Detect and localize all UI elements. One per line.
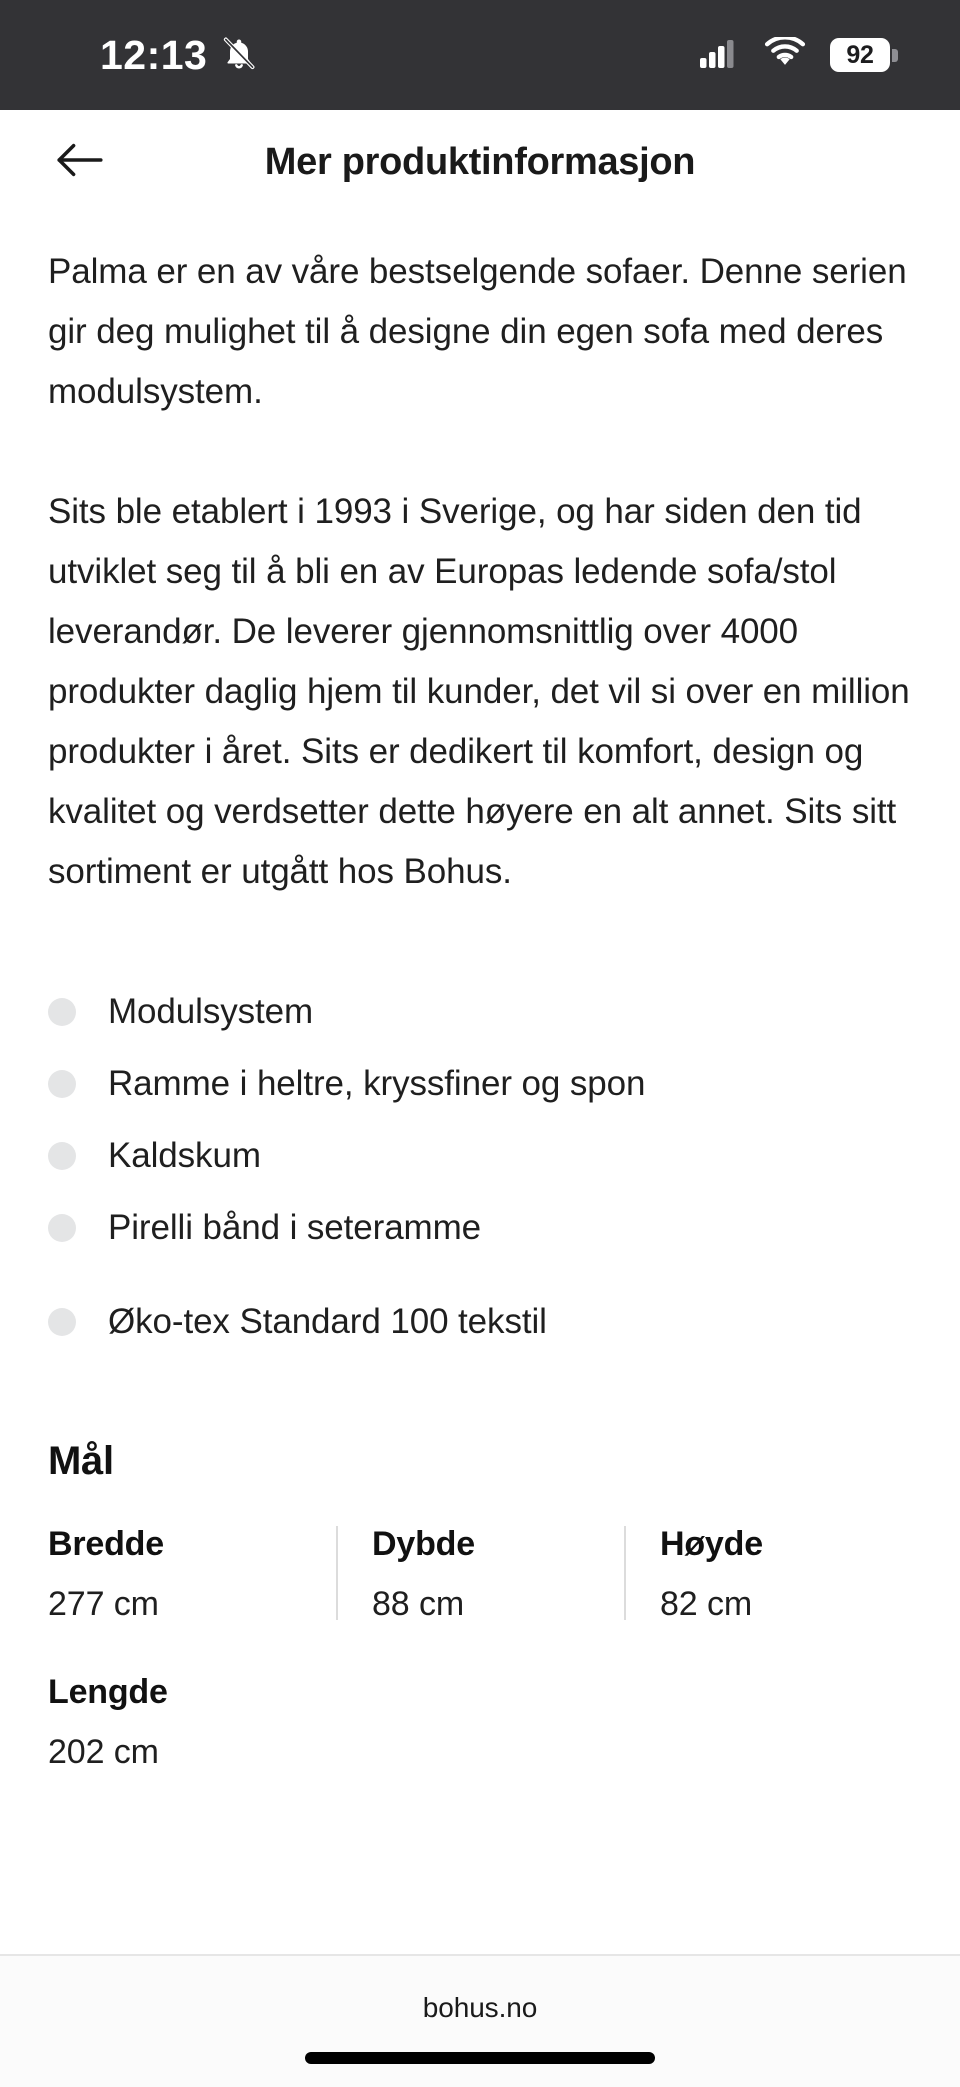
- battery-level-label: 92: [830, 38, 890, 72]
- bullet-icon: [48, 1214, 76, 1242]
- home-indicator[interactable]: [305, 2052, 655, 2064]
- dimension-label: Lengde: [48, 1673, 168, 1711]
- status-bar-clock: 12:13: [100, 31, 208, 78]
- bullet-icon: [48, 1142, 76, 1170]
- dimensions-grid: [48, 1522, 912, 1774]
- battery-indicator: [830, 38, 898, 72]
- dimensions-heading: Mål: [48, 1439, 114, 1483]
- bell-muted-icon: [221, 35, 257, 76]
- list-item: [48, 1201, 912, 1255]
- wifi-icon: [764, 37, 806, 73]
- feature-label: Kaldskum: [108, 1136, 261, 1175]
- dimension-cell-lengde: [48, 1670, 336, 1774]
- dimension-value: 277 cm: [48, 1585, 159, 1623]
- feature-label: Øko-tex Standard 100 tekstil: [108, 1302, 547, 1341]
- page-title: Mer produktinformasjon: [264, 141, 696, 183]
- brand-paragraph: Sits ble etablert i 1993 i Sverige, og har siden den tid utviklet seg til å bli en av Europas ledende sofa/stol leverandør. De leverer gjennomsnittlig over 4000 produkter daglig hjem til kunder, det vil si over en million produkter i året. Sits er dedikert til komfort, design og kvalitet og verdsetter dette høyere en alt annet. Sits sitt sortiment er utgått hos Bohus.: [48, 492, 910, 891]
- dimension-cell-hoyde: [624, 1522, 912, 1626]
- status-bar-left: [100, 31, 257, 78]
- feature-list: [48, 985, 912, 1349]
- dimension-label: Dybde: [372, 1525, 475, 1563]
- feature-label: Modulsystem: [108, 992, 314, 1031]
- product-info-content: [0, 215, 960, 1774]
- dimension-label: Høyde: [660, 1525, 763, 1563]
- arrow-left-icon: [56, 141, 104, 184]
- status-bar: [0, 0, 960, 110]
- list-item: [48, 1129, 912, 1183]
- dimension-cell-dybde: [336, 1522, 624, 1626]
- feature-label: Pirelli bånd i seteramme: [108, 1208, 482, 1247]
- url-label[interactable]: bohus.no: [422, 1992, 538, 2023]
- list-item: [48, 985, 912, 1039]
- bullet-icon: [48, 998, 76, 1026]
- dimension-label: Bredde: [48, 1525, 164, 1563]
- dimension-value: 202 cm: [48, 1733, 159, 1771]
- back-button[interactable]: [44, 127, 116, 199]
- battery-cap: [892, 49, 898, 62]
- dimension-value: 82 cm: [660, 1585, 753, 1623]
- bullet-icon: [48, 1308, 76, 1336]
- feature-label: Ramme i heltre, kryssfiner og spon: [108, 1064, 646, 1103]
- list-item: [48, 1295, 912, 1349]
- list-item: [48, 1057, 912, 1111]
- intro-paragraph: Palma er en av våre bestselgende sofaer. Denne serien gir deg mulighet til å designe din egen sofa med deres modulsystem.: [48, 252, 907, 411]
- dimension-cell-bredde: [48, 1522, 336, 1626]
- dimension-value: 88 cm: [372, 1585, 465, 1623]
- cellular-signal-icon: [700, 38, 740, 73]
- page-header: [0, 110, 960, 215]
- bullet-icon: [48, 1070, 76, 1098]
- browser-bottom-bar: [0, 1954, 960, 2087]
- status-bar-right: [700, 37, 898, 73]
